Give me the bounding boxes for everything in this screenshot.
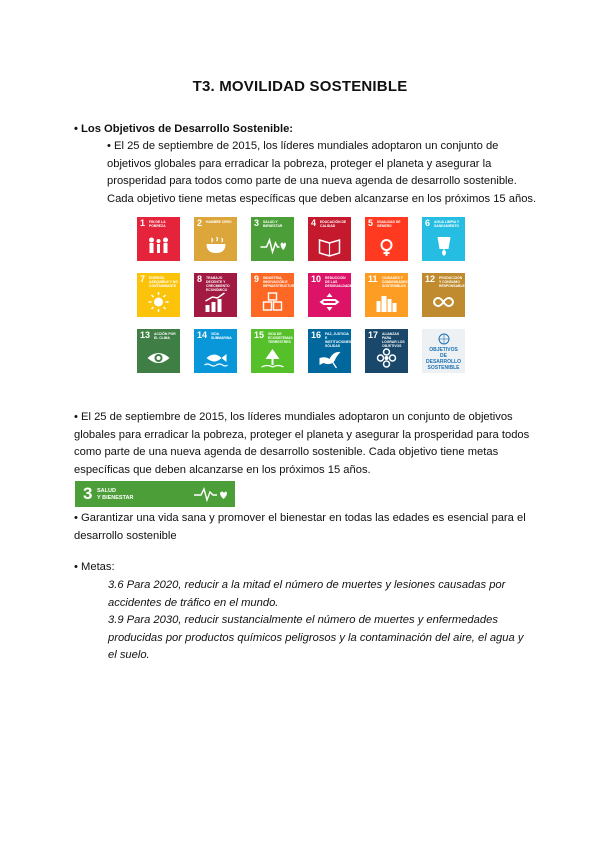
section2-line: globales para erradicar la pobreza, proteger el planeta y asegurar la prosperidad para todos [74,428,530,441]
heartbeat-icon [193,485,227,503]
sdg-tile-label: CIUDADES Y COMUNIDADES SOSTENIBLES [382,276,408,288]
banner-label-line1: SALUD [97,488,116,494]
sdg-tile-number: 15 [254,330,265,340]
sdg-tile-number: 4 [311,218,317,228]
section1-line: objetivos globales para erradicar la pobreza, proteger el planeta y asegurar la [107,157,492,170]
sdg-tile-12 [422,273,468,317]
book-icon [316,235,343,257]
sdg-tile-label: EDUCACIÓN DE CALIDAD [320,220,347,228]
meta-line: accidentes de tráfico en el mundo. [108,596,279,609]
infinity-icon [430,291,457,313]
section2-line: específicas que deben alcanzarse en los próximos 15 años. [74,463,371,476]
section3-line: • Garantizar una vida sana y promover el bienestar en todas las edades es esencial para el [74,512,526,524]
sdg-logo-line: OBJETIVOS [429,347,458,353]
sdg-grid [137,217,468,373]
sdg-tile-label: VIDA DE ECOSISTEMAS TERRESTRES [268,332,293,344]
sdg-tile-label: FIN DE LA POBREZA [149,220,166,228]
sdg-tile-label: INDUSTRIA, INNOVACIÓN E INFRAESTRUCTURA [263,276,297,288]
sdg-tile-number: 6 [425,218,431,228]
sdg-tile-10 [308,273,355,317]
banner-number: 3 [83,484,93,503]
sdg-tile-number: 11 [368,274,378,284]
cubes-icon [259,291,286,313]
flower-icon [373,347,400,369]
eye-globe-icon [145,347,172,369]
sdg-tile-16 [308,329,351,373]
sdg-tile-label: ACCIÓN POR EL CLIMA [154,332,176,340]
sdg-tile-8 [194,273,237,317]
sdg-tile-number: 3 [254,218,260,228]
dove-icon [316,347,343,369]
sdg-tile-7 [137,273,180,317]
sdg-tile-label: HAMBRE CERO [206,220,232,224]
metas-list [108,577,523,665]
sun-icon [145,291,172,313]
sdg-tile-label: ALIANZAS PARA LOGRAR LOS OBJETIVOS [382,332,405,348]
sdg-tile-number: 7 [140,274,146,284]
sdg-tile-label: AGUA LIMPIA Y SANEAMIENTO [434,220,460,228]
sdg-tile-number: 2 [197,218,203,228]
sdg-logo-line: DE DESARROLLO [426,353,461,365]
sdg-tile-number: 14 [197,330,208,340]
sdg-tile-label: ENERGÍA ASEQUIBLE Y NO CONTAMINANTE [149,276,178,288]
sdg-tile-14 [194,329,237,373]
section2-line: como parte de una nueva agenda de desarrollo sostenible. Cada objetivo tiene metas [74,446,499,458]
sdg-tile-11 [365,273,408,317]
section3-paragraph [74,510,526,545]
growth-chart-icon [202,291,229,313]
sdg-tile-number: 1 [140,218,146,228]
meta-line: 3.9 Para 2030, reducir sustancialmente el número de muertes y enfermedades [108,614,498,626]
city-icon [373,291,400,313]
banner-label [97,488,133,501]
bullet: • [74,123,78,135]
tree-icon [259,347,286,369]
section1-line: prosperidad para todos como parte de una nueva agenda de desarrollo sostenible. [107,175,517,187]
sdg-tile-number: 16 [311,330,322,340]
sdg-tile-label: PAZ, JUSTICIA E INSTITUCIONES SÓLIDAS [325,332,352,348]
sdg-tile-2 [194,217,237,261]
sdg-tile-5 [365,217,408,261]
sdg-tile-label: PRODUCCIÓN Y CONSUMO RESPONSABLES [439,276,468,288]
banner-label-line2: Y BIENESTAR [97,494,134,501]
bowl-icon [202,235,229,257]
sdg-tile-number: 9 [254,274,260,284]
people-icon [145,235,172,257]
section1-line: • El 25 de septiembre de 2015, los líderes mundiales adoptaron un conjunto de [107,140,499,152]
sdg-tile-9 [251,273,297,317]
metas-heading: • Metas: [74,561,115,573]
sdg-tile-number: 13 [140,330,151,340]
sdg-tile-label: SALUD Y BIENESTAR [263,220,283,228]
meta-line: el suelo. [108,649,150,661]
section1-heading-line [74,121,293,139]
section2-line: • El 25 de septiembre de 2015, los líderes mundiales adoptaron un conjunto de objetivos [74,411,513,423]
sdg-tile-label: VIDA SUBMARINA [211,332,232,340]
sdg-logo [422,329,465,373]
section1-heading: Los Objetivos de Desarrollo Sostenible: [81,123,294,135]
fish-icon [202,347,229,369]
sdg-tile-label: REDUCCIÓN DE LAS DESIGUALDADES [325,276,355,288]
sdg-tile-1 [137,217,180,261]
water-drop-icon [430,235,457,257]
page-title: T3. MOVILIDAD SOSTENIBLE [192,78,408,95]
gender-icon [373,235,400,257]
section2-paragraph [74,409,529,479]
sdg-tile-15 [251,329,294,373]
meta-line: producidas por productos químicos peligrosos y la contaminación del aire, el agua y [108,631,524,644]
sdg-tile-3 [251,217,294,261]
meta-line: 3.6 Para 2020, reducir a la mitad el número de muertes y lesiones causadas por [108,579,506,591]
sdg-tile-4 [308,217,351,261]
section1-line: Cada objetivo tiene metas específicas que deben alcanzarse en los próximos 15 años. [107,192,537,205]
sdg-logo-text [423,347,464,371]
un-emblem-icon [438,333,450,345]
sdg-tile-label: TRABAJO DECENTE Y CRECIMIENTO ECONÓMICO [206,276,230,292]
section3-line: desarrollo sostenible [74,529,177,542]
sdg-tile-number: 5 [368,218,374,228]
sdg-tile-number: 12 [425,274,436,284]
equal-icon [316,291,343,313]
sdg-tile-6 [422,217,465,261]
heartbeat-icon [259,235,286,257]
sdg-tile-number: 17 [368,330,379,340]
section1-paragraph [107,138,536,208]
sdg-tile-label: IGUALDAD DE GÉNERO [377,220,401,228]
sdg-tile-13 [137,329,180,373]
sdg-tile-number: 8 [197,274,203,284]
sdg-logo-line: SOSTENIBLE [427,365,460,371]
sdg-tile-17 [365,329,408,373]
sdg-tile-number: 10 [311,274,322,284]
sdg3-banner [75,481,235,507]
